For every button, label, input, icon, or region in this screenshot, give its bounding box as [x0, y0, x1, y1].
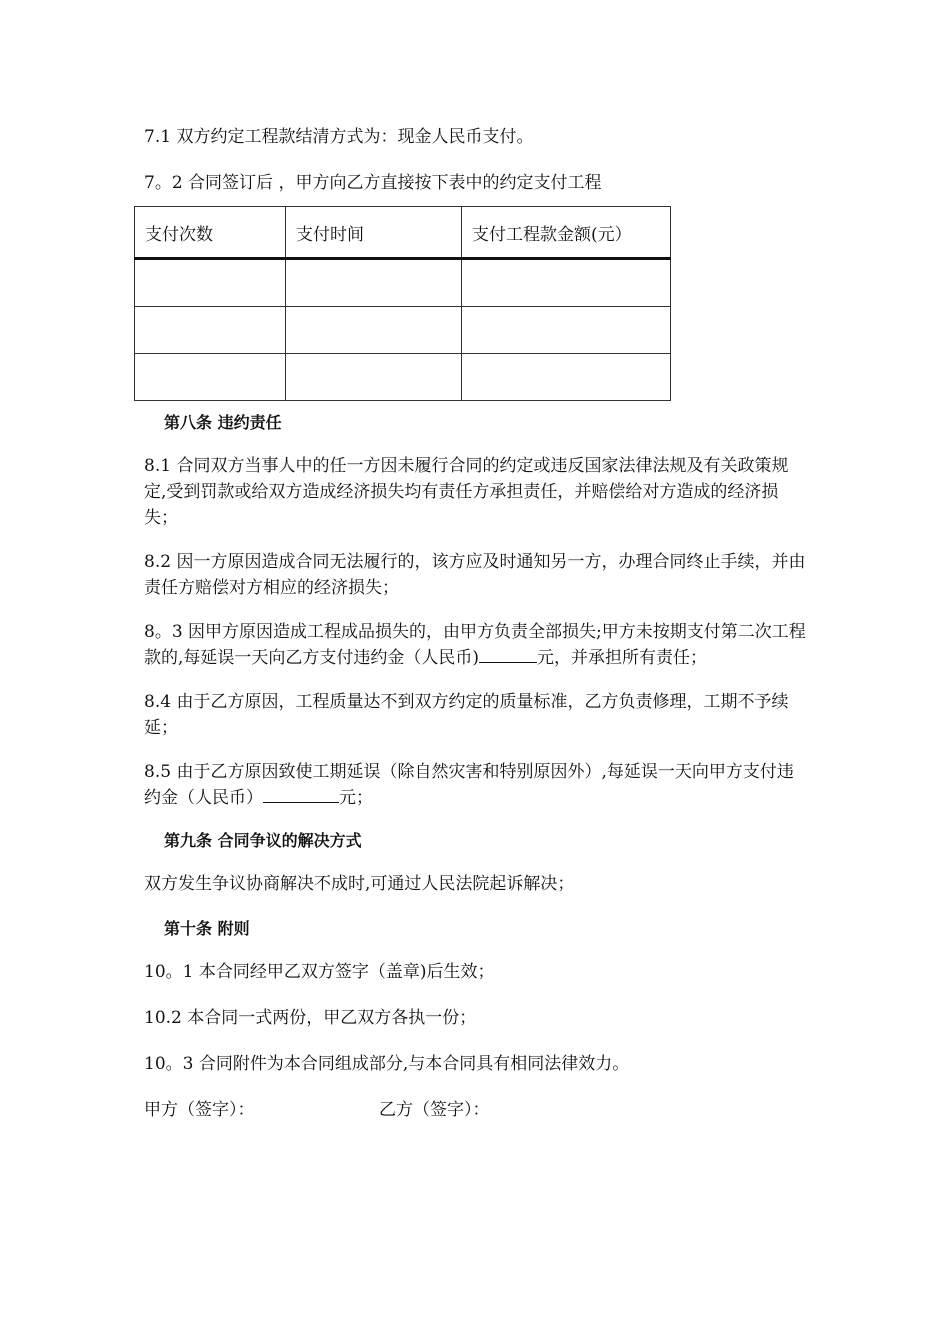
table-cell — [135, 354, 286, 401]
table-cell — [135, 307, 286, 354]
article-8-title: 第八条 违约责任 — [164, 413, 282, 432]
clause-10-3: 10。3 合同附件为本合同组成部分,与本合同具有相同法律效力。 — [144, 1054, 630, 1074]
article-9-text: 双方发生争议协商解决不成时,可通过人民法院起诉解决； — [144, 874, 575, 894]
signature-row — [144, 1097, 809, 1123]
table-row — [135, 354, 671, 401]
clause-7-2: 7。2 合同签订后 ，甲方向乙方直接按下表中的约定支付工程 — [144, 173, 602, 193]
table-cell — [462, 259, 671, 307]
table-header-row — [135, 207, 671, 259]
clause-10-2: 10.2 本合同一式两份，甲乙双方各执一份； — [144, 1008, 477, 1028]
table-row — [135, 259, 671, 307]
clause-8-3-text-end: 元，并承担所有责任； — [537, 648, 708, 668]
table-cell — [462, 307, 671, 354]
table-cell — [462, 354, 671, 401]
party-a-signature[interactable]: 甲方（签字）： — [144, 1100, 255, 1120]
clause-8-5-text: 8.5 由于乙方原因致使工期延误（除自然灾害和特别原因外）,每延误一天向甲方支付违约金（人民币） — [144, 762, 794, 808]
table-cell — [286, 307, 462, 354]
clause-8-3-text: 8。3 因甲方原因造成工程成品损失的，由甲方负责全部损失;甲方未按期支付第二次工程款的,每延误一天向乙方支付违约金（人民币) — [144, 622, 806, 668]
clause-8-5 — [144, 759, 809, 811]
table-cell — [135, 259, 286, 307]
header-payment-count: 支付次数 — [135, 207, 286, 259]
payment-table — [134, 206, 671, 401]
clause-10-1: 10。1 本合同经甲乙双方签字（盖章)后生效； — [144, 962, 495, 982]
delay-penalty-blank[interactable] — [263, 786, 339, 803]
header-payment-amount: 支付工程款金额(元） — [462, 207, 671, 259]
clause-8-1: 8.1 合同双方当事人中的任一方因未履行合同的约定或违反国家法律法规及有关政策规定,受到罚款或给双方造成经济损失均有责任方承担责任，并赔偿给对方造成的经济损失； — [144, 456, 789, 528]
clause-8-3 — [144, 619, 809, 671]
clause-8-2: 8.2 因一方原因造成合同无法履行的，该方应及时通知另一方，办理合同终止手续，并由责任方赔偿对方相应的经济损失； — [144, 552, 806, 598]
party-b-signature[interactable]: 乙方（签字）： — [379, 1100, 490, 1120]
header-payment-time: 支付时间 — [286, 207, 462, 259]
table-cell — [286, 259, 462, 307]
clause-8-5-text-end: 元； — [339, 788, 373, 808]
penalty-amount-blank[interactable] — [479, 646, 537, 663]
table-cell — [286, 354, 462, 401]
table-row — [135, 307, 671, 354]
clause-8-4: 8.4 由于乙方原因，工程质量达不到双方约定的质量标准，乙方负责修理，工期不予续延； — [144, 692, 789, 738]
article-10-title: 第十条 附则 — [164, 919, 250, 938]
article-9-title: 第九条 合同争议的解决方式 — [164, 831, 362, 850]
contract-content — [144, 124, 809, 1123]
clause-7-1: 7.1 双方约定工程款结清方式为：现金人民币支付。 — [144, 127, 534, 147]
